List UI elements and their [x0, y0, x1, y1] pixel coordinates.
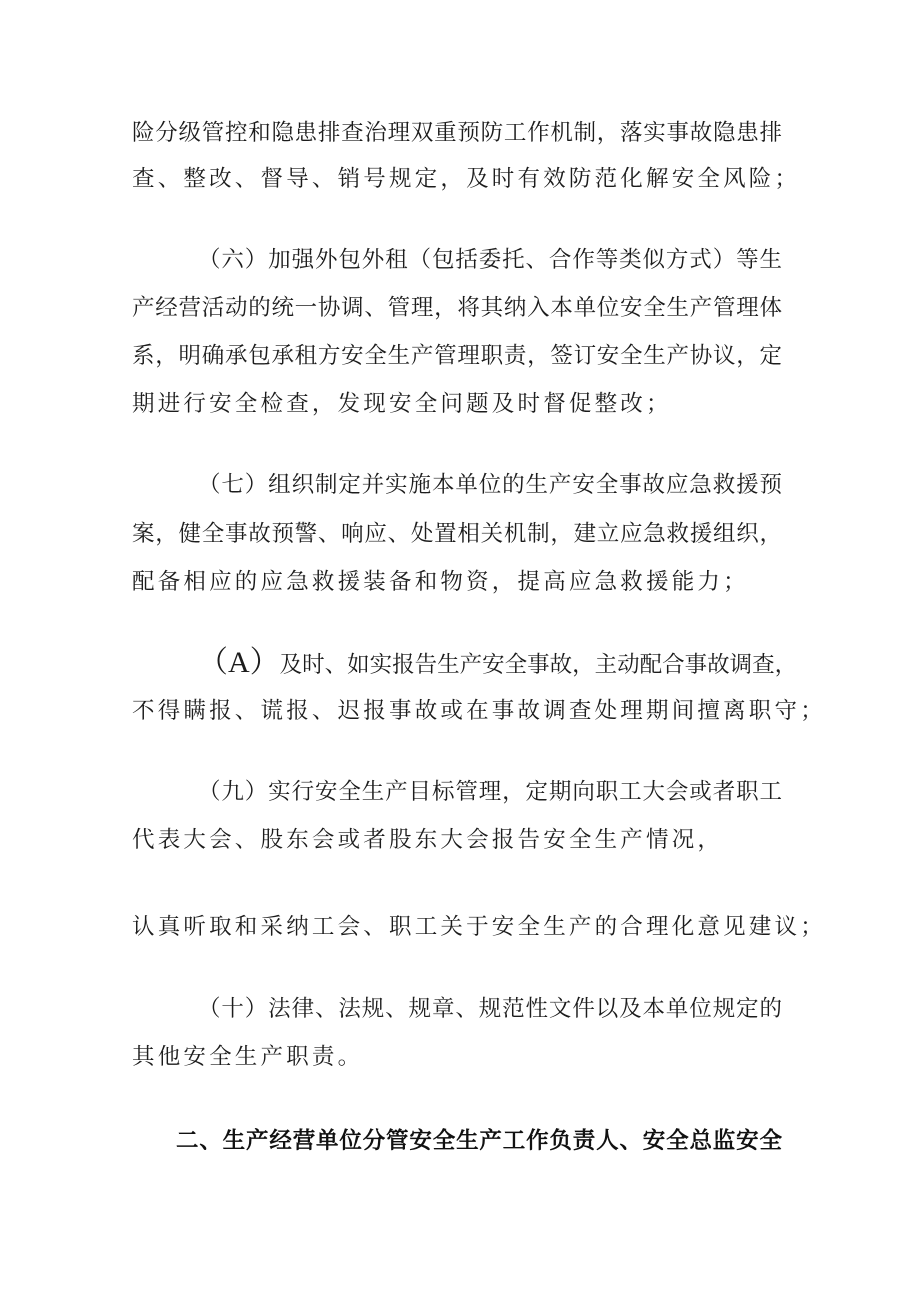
text-line: （九）实行安全生产目标管理，定期向职工大会或者职工: [198, 779, 782, 805]
item-8-marker: （A）: [198, 646, 280, 679]
text-line: 案，健全事故预警、响应、处置相关机制，建立应急救援组织，: [132, 521, 782, 547]
text-line: 代表大会、股东会或者股东大会报告安全生产情况，: [132, 827, 724, 853]
text-line: 期进行安全检查，发现安全问题及时督促整改；: [132, 391, 672, 417]
text-line: （六）加强外包外租（包括委托、合作等类似方式）等生: [198, 247, 782, 273]
text-line: 险分级管控和隐患排查治理双重预防工作机制，落实事故隐患排: [132, 120, 782, 146]
text-line: 配备相应的应急救援装备和物资，提高应急救援能力；: [132, 569, 749, 595]
text-line: 不得瞒报、谎报、迟报事故或在事故调查处理期间擅离职守；: [132, 698, 826, 724]
item-8-text: 及时、如实报告生产安全事故，主动配合事故调查，: [279, 652, 798, 678]
text-line: 其他安全生产职责。: [132, 1044, 364, 1070]
text-line: 系，明确承包承租方安全生产管理职责，签订安全生产协议，定: [132, 343, 782, 369]
text-line: 认真听取和采纳工会、职工关于安全生产的合理化意见建议；: [132, 914, 826, 940]
text-line: 查、整改、督导、销号规定，及时有效防范化解安全风险；: [132, 166, 801, 192]
item-8-line: [198, 644, 798, 682]
text-line: （十）法律、法规、规章、规范性文件以及本单位规定的: [198, 996, 782, 1022]
text-line: 产经营活动的统一协调、管理，将其纳入本单位安全生产管理体: [132, 295, 782, 321]
text-line: （七）组织制定并实施本单位的生产安全事故应急救援预: [198, 472, 782, 498]
section-heading: 二、生产经营单位分管安全生产工作负责人、安全总监安全: [176, 1128, 782, 1154]
